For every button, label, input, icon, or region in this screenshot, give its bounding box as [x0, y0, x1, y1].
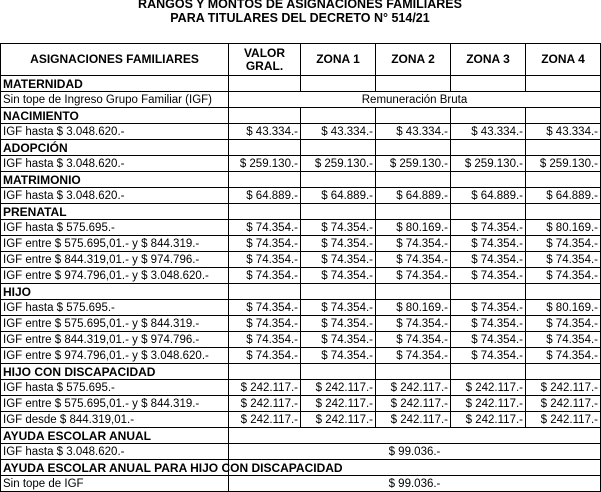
value-cell: $ 74.354.- — [229, 332, 301, 348]
table-row — [1, 444, 601, 460]
row-label: Sin tope de IGF — [1, 476, 229, 492]
row-label: IGF entre $ 575.695,01.- y $ 844.319.- — [1, 236, 229, 252]
section-row — [1, 76, 601, 92]
section-row — [1, 428, 601, 444]
value-cell: $ 74.354.- — [451, 332, 526, 348]
value-cell: $ 74.354.- — [301, 300, 376, 316]
row-label: IGF hasta $ 3.048.620.- — [1, 124, 229, 140]
table-row — [1, 236, 601, 252]
section-title: AYUDA ESCOLAR ANUAL PARA HIJO CON DISCAPACIDAD — [1, 460, 229, 476]
table-row — [1, 268, 601, 284]
value-cell: $ 74.354.- — [451, 252, 526, 268]
section-row — [1, 140, 601, 156]
table-row — [1, 412, 601, 428]
table-row — [1, 188, 601, 204]
section-title: MATERNIDAD — [1, 76, 229, 92]
value-cell: $ 242.117.- — [376, 380, 451, 396]
value-cell: $ 74.354.- — [229, 236, 301, 252]
value-cell: $ 74.354.- — [526, 316, 601, 332]
column-header: ZONA 3 — [451, 44, 526, 76]
value-cell: $ 74.354.- — [451, 268, 526, 284]
table-row — [1, 220, 601, 236]
row-label: IGF entre $ 844.319,01.- y $ 974.796.- — [1, 332, 229, 348]
table-row — [1, 252, 601, 268]
value-cell: $ 74.354.- — [451, 348, 526, 364]
value-cell: $ 43.334.- — [376, 124, 451, 140]
row-label: IGF hasta $ 575.695.- — [1, 380, 229, 396]
value-cell: $ 74.354.- — [376, 348, 451, 364]
table-row — [1, 316, 601, 332]
value-cell: $ 74.354.- — [451, 316, 526, 332]
value-cell: $ 74.354.- — [376, 236, 451, 252]
table-row — [1, 124, 601, 140]
value-cell: $ 259.130.- — [451, 156, 526, 172]
value-cell: $ 74.354.- — [526, 348, 601, 364]
row-label: IGF hasta $ 3.048.620.- — [1, 444, 229, 460]
value-cell: $ 242.117.- — [451, 396, 526, 412]
value-cell: $ 74.354.- — [451, 220, 526, 236]
value-cell: $ 74.354.- — [301, 348, 376, 364]
value-cell: $ 74.354.- — [229, 268, 301, 284]
value-cell: $ 80.169.- — [526, 300, 601, 316]
value-cell: $ 43.334.- — [526, 124, 601, 140]
section-row — [1, 284, 601, 300]
table-row — [1, 156, 601, 172]
value-cell: $ 74.354.- — [301, 316, 376, 332]
table-header-row — [1, 44, 601, 76]
table-row — [1, 476, 601, 492]
table-row — [1, 300, 601, 316]
value-cell: $ 74.354.- — [451, 300, 526, 316]
column-header: ZONA 1 — [301, 44, 376, 76]
value-cell: $ 242.117.- — [526, 380, 601, 396]
row-label: IGF hasta $ 3.048.620.- — [1, 156, 229, 172]
value-cell: $ 74.354.- — [229, 316, 301, 332]
value-cell: $ 74.354.- — [376, 316, 451, 332]
row-label: IGF hasta $ 3.048.620.- — [1, 188, 229, 204]
document-title-line-2: PARA TITULARES DEL DECRETO N° 514/21 — [170, 11, 430, 25]
value-cell: $ 242.117.- — [229, 380, 301, 396]
row-label: Sin tope de Ingreso Grupo Familiar (IGF) — [1, 92, 229, 108]
table-row — [1, 380, 601, 396]
value-cell: $ 242.117.- — [526, 396, 601, 412]
value-cell: $ 74.354.- — [376, 332, 451, 348]
value-cell: $ 74.354.- — [301, 252, 376, 268]
value-cell: $ 80.169.- — [376, 220, 451, 236]
value-cell: $ 74.354.- — [301, 268, 376, 284]
value-cell: $ 259.130.- — [229, 156, 301, 172]
row-value: $ 99.036.- — [229, 476, 601, 492]
value-cell: $ 242.117.- — [229, 412, 301, 428]
value-cell: $ 74.354.- — [301, 236, 376, 252]
value-cell: $ 242.117.- — [376, 396, 451, 412]
section-title: HIJO CON DISCAPACIDAD — [1, 364, 229, 380]
value-cell: $ 259.130.- — [526, 156, 601, 172]
section-title: PRENATAL — [1, 204, 229, 220]
section-title: AYUDA ESCOLAR ANUAL — [1, 428, 229, 444]
value-cell: $ 74.354.- — [229, 300, 301, 316]
row-label: IGF entre $ 575.695,01.- y $ 844.319.- — [1, 316, 229, 332]
value-cell: $ 242.117.- — [451, 380, 526, 396]
section-row — [1, 108, 601, 124]
value-cell: $ 74.354.- — [526, 332, 601, 348]
row-label: IGF hasta $ 575.695.- — [1, 220, 229, 236]
value-cell: $ 242.117.- — [301, 380, 376, 396]
value-cell: $ 242.117.- — [526, 412, 601, 428]
value-cell: $ 242.117.- — [451, 412, 526, 428]
row-label: IGF entre $ 575.695,01.- y $ 844.319.- — [1, 396, 229, 412]
section-row — [1, 204, 601, 220]
value-cell: $ 74.354.- — [526, 252, 601, 268]
value-cell: $ 43.334.- — [229, 124, 301, 140]
value-cell: $ 80.169.- — [526, 220, 601, 236]
row-value: $ 99.036.- — [229, 444, 601, 460]
value-cell: $ 64.889.- — [229, 188, 301, 204]
row-label: IGF entre $ 974.796,01.- y $ 3.048.620.- — [1, 348, 229, 364]
section-row — [1, 460, 601, 476]
value-cell: $ 80.169.- — [376, 300, 451, 316]
column-header: ZONA 2 — [376, 44, 451, 76]
value-cell: $ 74.354.- — [229, 220, 301, 236]
value-cell: $ 74.354.- — [301, 220, 376, 236]
value-cell: $ 242.117.- — [301, 396, 376, 412]
section-row — [1, 172, 601, 188]
document-title-line-1: RANGOS Y MONTOS DE ASIGNACIONES FAMILIARES — [138, 0, 462, 11]
column-header: ZONA 4 — [526, 44, 601, 76]
value-cell: $ 74.354.- — [526, 236, 601, 252]
value-cell: $ 74.354.- — [301, 332, 376, 348]
value-cell: $ 74.354.- — [229, 348, 301, 364]
column-header: ASIGNACIONES FAMILIARES — [1, 44, 229, 76]
row-value: Remuneración Bruta — [229, 92, 601, 108]
section-title: ADOPCIÓN — [1, 140, 229, 156]
value-cell: $ 64.889.- — [301, 188, 376, 204]
row-label: IGF entre $ 844.319,01.- y $ 974.796.- — [1, 252, 229, 268]
section-title: HIJO — [1, 284, 229, 300]
value-cell: $ 74.354.- — [451, 236, 526, 252]
value-cell: $ 74.354.- — [526, 268, 601, 284]
section-title: MATRIMONIO — [1, 172, 229, 188]
row-label: IGF entre $ 974.796,01.- y $ 3.048.620.- — [1, 268, 229, 284]
value-cell: $ 43.334.- — [451, 124, 526, 140]
table-row — [1, 396, 601, 412]
value-cell: $ 74.354.- — [376, 252, 451, 268]
column-header: VALOR GRAL. — [229, 44, 301, 76]
row-label: IGF hasta $ 575.695.- — [1, 300, 229, 316]
value-cell: $ 259.130.- — [301, 156, 376, 172]
value-cell: $ 242.117.- — [376, 412, 451, 428]
value-cell: $ 74.354.- — [229, 252, 301, 268]
value-cell: $ 74.354.- — [376, 268, 451, 284]
section-row — [1, 364, 601, 380]
row-label: IGF desde $ 844.319,01.- — [1, 412, 229, 428]
section-title: NACIMIENTO — [1, 108, 229, 124]
value-cell: $ 242.117.- — [229, 396, 301, 412]
value-cell: $ 259.130.- — [376, 156, 451, 172]
table-row — [1, 348, 601, 364]
value-cell: $ 64.889.- — [526, 188, 601, 204]
value-cell: $ 64.889.- — [451, 188, 526, 204]
value-cell: $ 43.334.- — [301, 124, 376, 140]
value-cell: $ 242.117.- — [301, 412, 376, 428]
value-cell: $ 64.889.- — [376, 188, 451, 204]
table-row — [1, 332, 601, 348]
table-row — [1, 92, 601, 108]
allowances-table — [0, 43, 601, 492]
